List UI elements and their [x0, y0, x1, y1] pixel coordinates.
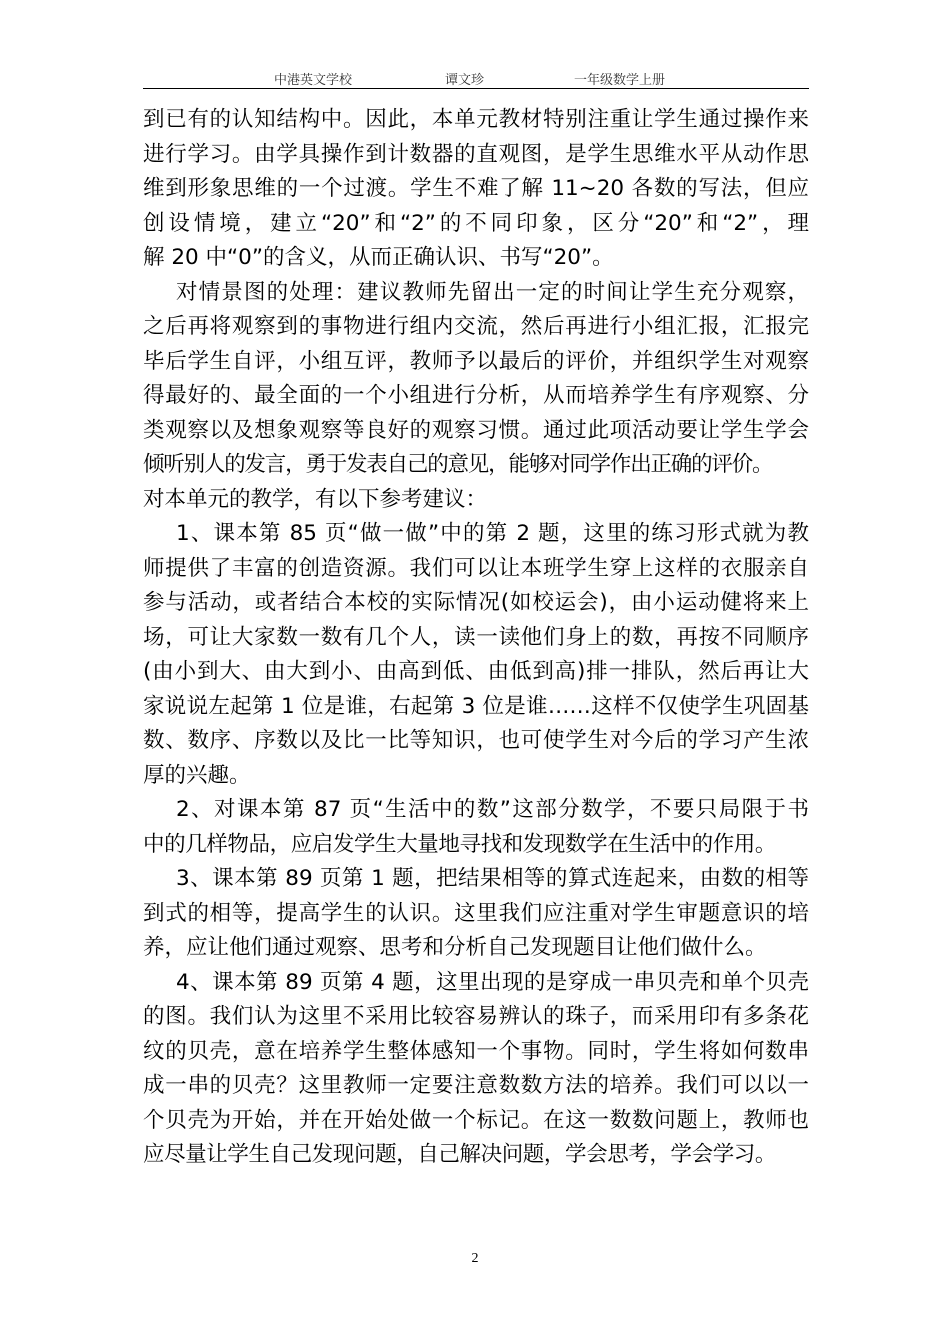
paragraph-start: 3、课本第 89 页第 1 题，把结果相等的算式连起来，由数的相等 [176, 866, 809, 891]
text-line: 倾听别人的发言，勇于发表自己的意见，能够对同学作出正确的评价。 [143, 452, 773, 477]
text-line: 数、数序、序数以及比一比等知识，也可使学生对今后的学习产生浓 [143, 728, 809, 753]
header-author: 谭文珍 [445, 73, 485, 88]
text-line: 应尽量让学生自己发现问题，自己解决问题，学会思考，学会学习。 [143, 1142, 777, 1167]
text-line: 得最好的、最全面的一个小组进行分析，从而培养学生有序观察、分 [143, 383, 809, 408]
text-line: 解 20 中“0”的含义，从而正确认识、书写“20”。 [143, 245, 614, 270]
paragraph-start: 对情景图的处理：建议教师先留出一定的时间让学生充分观察， [176, 279, 809, 305]
text-line: 到已有的认知结构中。因此，本单元教材特别注重让学生通过操作来 [143, 107, 809, 132]
text-line: 的图。我们认为这里不采用比较容易辨认的珠子，而采用印有多条花 [143, 1004, 809, 1029]
header-school: 中港英文学校 [274, 73, 353, 88]
text-line: 之后再将观察到的事物进行组内交流，然后再进行小组汇报，汇报完 [143, 314, 809, 339]
header-book-title: 一年级数学上册 [574, 73, 666, 88]
text-line: 毕后学生自评，小组互评，教师予以最后的评价，并组织学生对观察 [143, 348, 809, 374]
text-line: 成一串的贝壳？这里教师一定要注意数数方法的培养。我们可以以一 [143, 1073, 809, 1098]
text-line: 个贝壳为开始，并在开始处做一个标记。在这一数数问题上，教师也 [143, 1107, 809, 1133]
text-line: 维到形象思维的一个过渡。学生不难了解 11~20 各数的写法，但应 [143, 176, 809, 201]
text-line: 师提供了丰富的创造资源。我们可以让本班学生穿上这样的衣服亲自 [143, 555, 809, 581]
paragraph-start: 2、对课本第 87 页“生活中的数”这部分数学，不要只局限于书 [176, 797, 809, 822]
text-line: 进行学习。由学具操作到计数器的直观图，是学生思维水平从动作思 [143, 141, 809, 167]
text-line: 纹的贝壳，意在培养学生整体感知一个事物。同时，学生将如何数串 [143, 1038, 809, 1064]
page-number: 2 [471, 1251, 479, 1266]
text-line: 参与活动，或者结合本校的实际情况(如校运会)，由小运动健将来上 [143, 590, 809, 615]
text-line: 类观察以及想象观察等良好的观察习惯。通过此项活动要让学生学会 [143, 417, 809, 443]
text-line: 对本单元的教学，有以下参考建议： [143, 486, 488, 512]
text-line: 创设情境，建立“20”和“2”的不同印象，区分“20”和“2”，理 [143, 210, 809, 236]
text-line: 到式的相等，提高学生的认识。这里我们应注重对学生审题意识的培 [143, 900, 809, 926]
text-line: 厚的兴趣。 [143, 762, 251, 788]
text-line: 养，应让他们通过观察、思考和分析自己发现题目让他们做什么。 [143, 935, 767, 960]
page-header [143, 66, 809, 89]
paragraph-start: 1、课本第 85 页“做一做”中的第 2 题，这里的练习形式就为教 [176, 521, 809, 546]
text-line: 场，可让大家数一数有几个人，读一读他们身上的数，再按不同顺序 [143, 624, 809, 650]
text-line: 家说说左起第 1 位是谁，右起第 3 位是谁……这样不仅使学生巩固基 [143, 693, 809, 719]
paragraph-start: 4、课本第 89 页第 4 题，这里出现的是穿成一串贝壳和单个贝壳 [176, 969, 809, 995]
body-text [143, 103, 809, 1173]
text-line: (由小到大、由大到小、由高到低、由低到高)排一排队，然后再让大 [143, 659, 809, 684]
text-line: 中的几样物品，应启发学生大量地寻找和发现数学在生活中的作用。 [143, 831, 777, 857]
